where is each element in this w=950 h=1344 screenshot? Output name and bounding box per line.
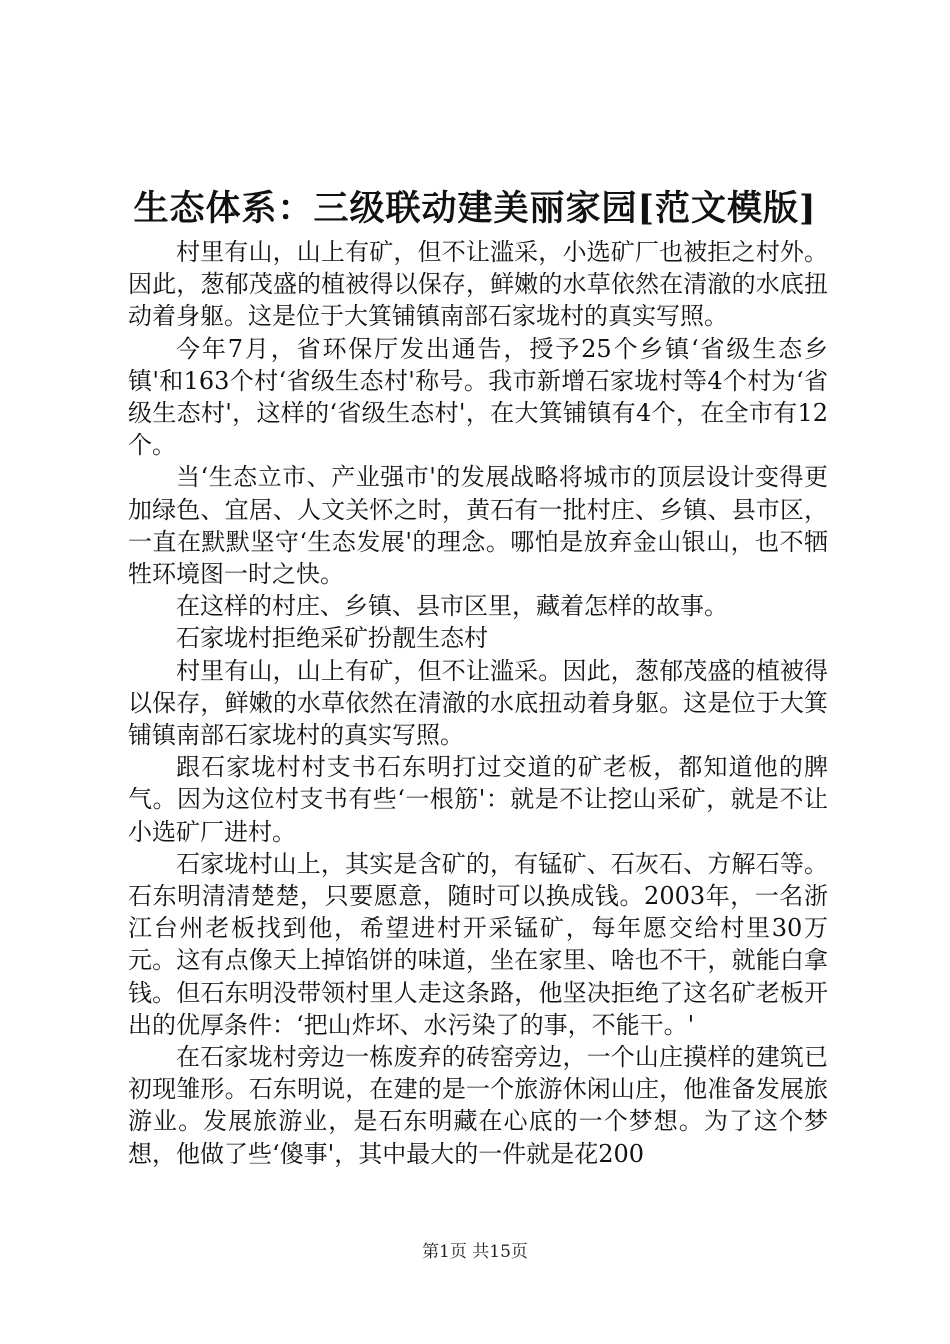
paragraph: 今年7月，省环保厅发出通告，授予25个乡镇‘省级生态乡镇'和163个村‘省级生态村'称号。我市新增石家垅村等4个村为‘省级生态村'，这样的‘省级生态村'，在大箕铺镇有4个，在全市有12个。 [128, 334, 828, 460]
page-number-footer: 第1页 共15页 [422, 1242, 528, 1262]
paragraph: 村里有山，山上有矿，但不让滥采，小选矿厂也被拒之村外。因此，葱郁茂盛的植被得以保存，鲜嫩的水草依然在清澈的水底扭动着身躯。这是位于大箕铺镇南部石家垅村的真实写照。 [128, 238, 828, 331]
section-heading: 石家垅村拒绝采矿扮靓生态村 [176, 624, 488, 653]
paragraph: 村里有山，山上有矿，但不让滥采。因此，葱郁茂盛的植被得以保存，鲜嫩的水草依然在清澈的水底扭动着身躯。这是位于大箕铺镇南部石家垅村的真实写照。 [128, 656, 828, 750]
paragraph: 在石家垅村旁边一栋废弃的砖窑旁边，一个山庄摸样的建筑已初现雏形。石东明说，在建的是一个旅游休闲山庄，他准备发展旅游业。发展旅游业，是石东明藏在心底的一个梦想。为了这个梦想，他做了些‘傻事'，其中最大的一件就是花200 [128, 1043, 828, 1168]
paragraph: 当‘生态立市、产业强市'的发展战略将城市的顶层设计变得更加绿色、宜居、人文关怀之时，黄石有一批村庄、乡镇、县市区，一直在默默坚守‘生态发展'的理念。哪怕是放弃金山银山，也不牺牲环境图一时之快。 [128, 463, 828, 589]
paragraph: 跟石家垅村村支书石东明打过交道的矿老板，都知道他的脾气。因为这位村支书有些‘一根筋'：就是不让挖山采矿，就是不让小选矿厂进村。 [128, 753, 828, 846]
paragraph: 石家垅村山上，其实是含矿的，有锰矿、石灰石、方解石等。石东明清清楚楚，只要愿意，随时可以换成钱。2003年，一名浙江台州老板找到他，希望进村开采锰矿，每年愿交给村里30万元。这有点像天上掉馅饼的味道，坐在家里、啥也不干，就能白拿钱。但石东明没带领村里人走这条路，他坚决拒绝了这名矿老板开出的优厚条件：‘把山炸坏、水污染了的事，不能干。' [128, 849, 828, 1039]
paragraph: 在这样的村庄、乡镇、县市区里，藏着怎样的故事。 [176, 592, 728, 621]
document-body [128, 236, 828, 1170]
document-title: 生态体系：三级联动建美丽家园[范文模版] [133, 188, 817, 229]
